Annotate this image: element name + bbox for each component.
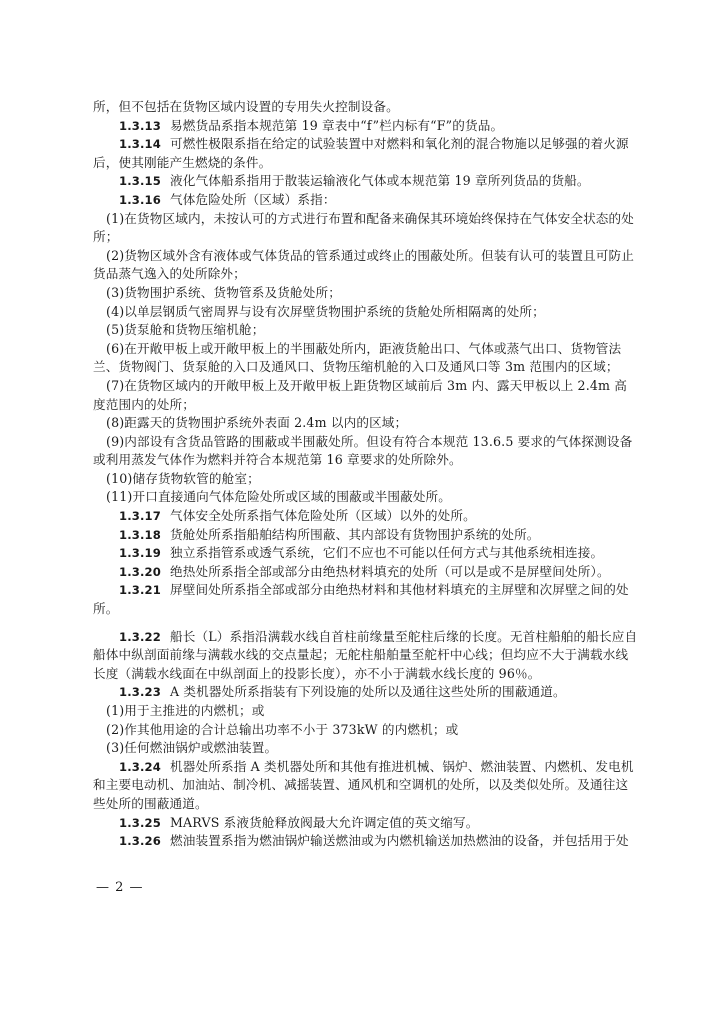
paragraph-text: 可燃性极限系指在给定的试验装置中对燃料和氧化剂的混合物施以足够强的着火源后，使其刚能产生燃烧的条件。 xyxy=(93,136,629,170)
list-item xyxy=(93,721,639,740)
paragraph-text: 屏壁间处所系指全部或部分由绝热材料和其他材料填充的主屏壁和次屏壁之间的处所。 xyxy=(93,582,629,617)
paragraph-text: A 类机器处所系指装有下列设施的处所以及通往这些处所的围蔽通道。 xyxy=(169,684,566,700)
list-item xyxy=(93,702,639,721)
list-item xyxy=(93,377,639,414)
paragraph-text: (10)储存货物软管的舱室； xyxy=(106,470,260,486)
clause-number: 1.3.16 xyxy=(119,192,161,207)
clause-number: 1.3.14 xyxy=(119,137,161,152)
clause-paragraph xyxy=(93,814,639,833)
paragraph-text: 机器处所系指 A 类机器处所和其他有推进机械、锅炉、燃油装置、内燃机、发电机和主要电动机、加油站、制冷机、减摇装置、通风机和空调机的处所，以及类似处所。及通往这些处所的围蔽通道。 xyxy=(93,758,634,811)
list-item xyxy=(93,247,639,284)
paragraph-text: 易燃货品系指本规范第 19 章表中“f”栏内标有“F”的货品。 xyxy=(169,117,504,133)
paragraph-text: 气体安全处所系指气体危险处所（区域）以外的处所。 xyxy=(169,508,476,524)
paragraph-text: 燃油装置系指为燃油锅炉输送燃油或为内燃机输送加热燃油的设备，并包括用于处 xyxy=(169,833,629,849)
clause-paragraph xyxy=(93,563,639,582)
paragraph-text: (8)距露天的货物围护系统外表面 2.4m 以内的区域； xyxy=(106,415,408,431)
paragraph-text: 船长（L）系指沿满载水线自首柱前缘量至舵柱后缘的长度。无首柱船舶的船长应自船体中纵剖面前缘与满载水线的交点量起；无舵柱船舶量至舵杆中心线；但均应不大于满载水线长度（满载水线面在中纵剖面上的投影长度），亦不小于满载水线长度的 96％。 xyxy=(93,628,638,681)
paragraph-text: (2)货物区域外含有液体或气体货品的管系通过或终止的围蔽处所。但装有认可的装置且可防止货品蒸气逸入的处所除外； xyxy=(93,247,635,282)
clause-number: 1.3.25 xyxy=(119,815,161,830)
clause-paragraph xyxy=(93,832,639,851)
paragraph-text: (1)在货物区域内，未按认可的方式进行布置和配备来确保其环境始终保持在气体安全状态的处所； xyxy=(93,210,635,245)
clause-number: 1.3.18 xyxy=(119,527,161,542)
clause-number: 1.3.17 xyxy=(119,509,161,524)
list-item xyxy=(93,210,639,247)
clause-number: 1.3.13 xyxy=(119,118,161,133)
page-number: — 2 — xyxy=(96,880,144,895)
paragraph-text: (7)在货物区域内的开敞甲板上及开敞甲板上距货物区域前后 3m 内、露天甲板以上 2.4m 高度范围内的处所； xyxy=(93,377,628,412)
clause-number: 1.3.24 xyxy=(119,759,161,774)
document-body xyxy=(93,98,639,851)
paragraph-text: 绝热处所系指全部或部分由绝热材料填充的处所（可以是或不是屏壁间处所）。 xyxy=(169,563,610,579)
paragraph-text: 货舱处所系指船舶结构所围蔽、其内部设有货物围护系统的处所。 xyxy=(169,526,540,542)
list-item xyxy=(93,303,639,322)
clause-paragraph xyxy=(93,683,639,702)
clause-number: 1.3.26 xyxy=(119,834,161,849)
list-item xyxy=(93,470,639,489)
clause-paragraph xyxy=(93,526,639,545)
clause-paragraph xyxy=(93,507,639,526)
clause-number: 1.3.15 xyxy=(119,174,161,189)
list-item xyxy=(93,739,639,758)
paragraph-text: MARVS 系液货舱释放阀最大允许调定值的英文缩写。 xyxy=(169,814,479,830)
clause-paragraph xyxy=(93,135,639,172)
paragraph xyxy=(93,98,639,117)
clause-paragraph xyxy=(93,191,639,210)
list-item xyxy=(93,284,639,303)
paragraph-text: (1)用于主推进的内燃机；或 xyxy=(106,703,265,718)
paragraph-text: (6)在开敞甲板上或开敞甲板上的半围蔽处所内，距液货舱出口、气体或蒸气出口、货物管法兰、货物阀门、货泵舱的入口及通风口、货物压缩机舱的入口及通风口等 3m 范围内的区域； xyxy=(93,340,622,375)
paragraph-text: (3)货物围护系统、货物管系及货舱处所； xyxy=(106,284,341,300)
paragraph-text: (5)货泵舱和货物压缩机舱； xyxy=(106,322,265,338)
list-item xyxy=(93,488,639,507)
paragraph-text: 液化气体船系指用于散装运输液化气体或本规范第 19 章所列货品的货船。 xyxy=(169,173,590,189)
paragraph-text: 所，但不包括在货物区域内设置的专用失火控制设备。 xyxy=(93,99,399,114)
clause-paragraph xyxy=(93,758,639,814)
list-item xyxy=(93,340,639,377)
list-item xyxy=(93,433,639,470)
paragraph-text: (4)以单层钢质气密周界与设有次屏壁货物围护系统的货舱处所相隔离的处所； xyxy=(106,303,545,319)
clause-paragraph xyxy=(93,172,639,191)
list-item xyxy=(93,321,639,340)
paragraph-text: 独立系指管系或透气系统，它们不应也不可能以任何方式与其他系统相连接。 xyxy=(169,545,604,561)
clause-number: 1.3.22 xyxy=(119,629,161,644)
clause-number: 1.3.21 xyxy=(119,583,161,598)
paragraph-text: (2)作其他用途的合计总输出功率不小于 373kW 的内燃机；或 xyxy=(106,721,459,737)
clause-paragraph xyxy=(93,117,639,136)
clause-paragraph xyxy=(93,581,639,618)
clause-paragraph xyxy=(93,628,639,684)
clause-paragraph xyxy=(93,544,639,563)
paragraph-text: 气体危险处所（区域）系指： xyxy=(169,191,336,207)
paragraph-text: (3)任何燃油锅炉或燃油装置。 xyxy=(106,740,278,756)
paragraph-text: (9)内部设有含货品管路的围蔽或半围蔽处所。但设有符合本规范 13.6.5 要求的气体探测设备或利用蒸发气体作为燃料并符合本规范第 16 章要求的处所除外。 xyxy=(93,433,633,468)
clause-number: 1.3.20 xyxy=(119,564,161,579)
clause-number: 1.3.23 xyxy=(119,685,161,700)
paragraph-text: (11)开口直接通向气体危险处所或区域的围蔽或半围蔽处所。 xyxy=(106,489,452,505)
clause-number: 1.3.19 xyxy=(119,546,161,561)
list-item xyxy=(93,414,639,433)
